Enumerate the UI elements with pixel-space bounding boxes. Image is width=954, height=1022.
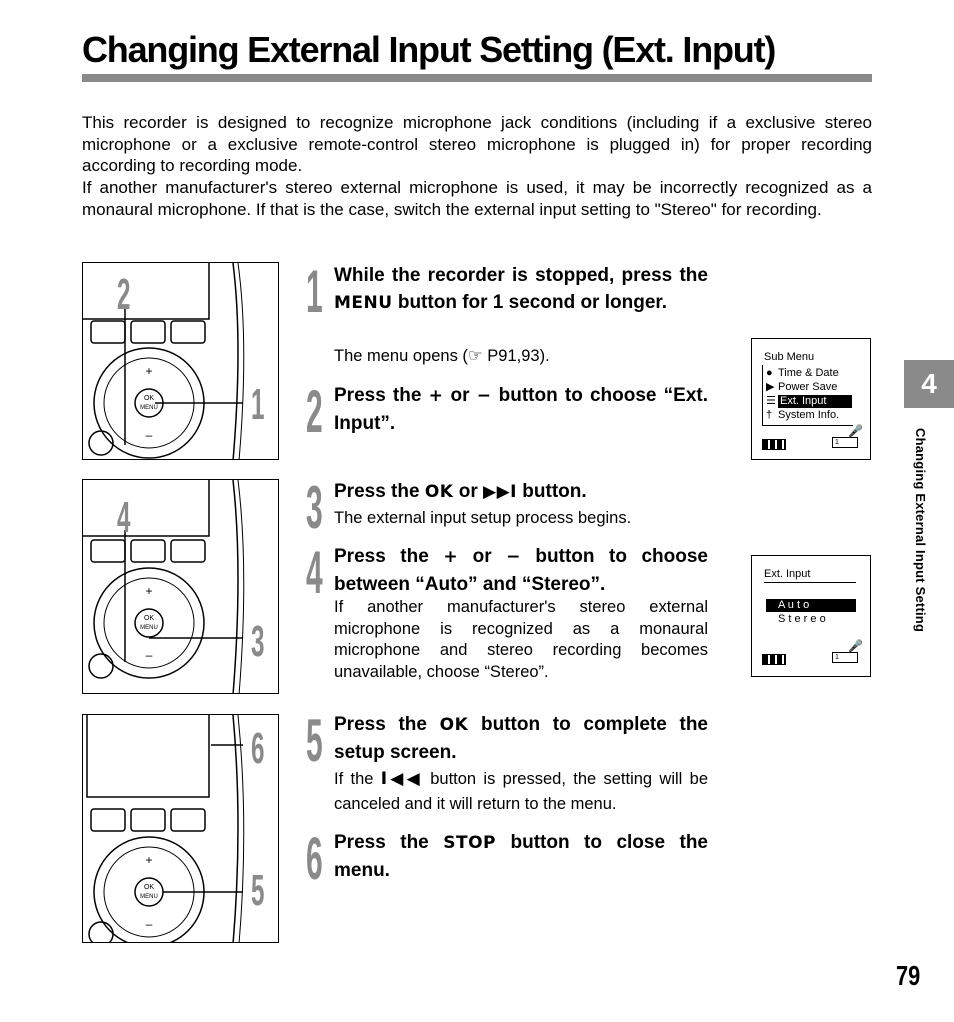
plus-key-label: + bbox=[145, 364, 153, 378]
menu-key: MENU bbox=[334, 293, 393, 313]
ok-key-label: OK bbox=[143, 395, 155, 402]
lcd-option-selected: A u t o bbox=[766, 599, 856, 612]
lcd-option: S t e r e o bbox=[778, 613, 826, 625]
step-number: 5 bbox=[306, 707, 323, 774]
fast-forward-key: ▶▶I bbox=[483, 482, 517, 502]
minus-key-label: – bbox=[145, 428, 153, 442]
battery-icon bbox=[762, 439, 786, 450]
lcd-title: Ext. Input bbox=[764, 568, 811, 580]
callout-2: 2 bbox=[117, 269, 131, 319]
lcd-mic-icon: 🎤 bbox=[848, 639, 863, 653]
plus-key-label: + bbox=[145, 853, 153, 867]
step-body: If another manufacturer's stereo external microphone is recognized as a monaural microphone and stereo recording becomes unavailable, choose “Stereo”. bbox=[334, 598, 708, 681]
lcd-icon-info: † bbox=[766, 409, 773, 421]
ok-key: OK bbox=[424, 482, 454, 502]
lcd-icon-clock: ● bbox=[766, 367, 773, 379]
lcd-ext-input bbox=[751, 555, 871, 677]
step-body: The menu opens (☞ P91,93). bbox=[334, 347, 550, 365]
step-heading: Press the + or − button to choose “Ext. Input”. bbox=[334, 385, 708, 434]
lcd-page-box: 1 bbox=[832, 652, 858, 663]
menu-key-label: MENU bbox=[140, 625, 158, 631]
ok-key: OK bbox=[439, 715, 469, 735]
intro-paragraph-1: This recorder is designed to recognize microphone jack conditions (including if a exclusive stereo microphone or a exclusive remote-control stereo microphone is plugged in) for proper recording according to recording mode. bbox=[82, 113, 872, 176]
lcd-sub-menu bbox=[751, 338, 871, 460]
ok-key-label: OK bbox=[143, 884, 155, 891]
step-number: 4 bbox=[306, 539, 323, 606]
rewind-key: I◀◀ bbox=[380, 769, 423, 789]
lcd-menu-item: Power Save bbox=[778, 381, 838, 393]
page-number: 79 bbox=[896, 960, 921, 991]
callout-4: 4 bbox=[117, 492, 131, 542]
lcd-icon-input: ☰ bbox=[766, 395, 776, 407]
lcd-menu-item: Time & Date bbox=[778, 367, 839, 379]
step-number: 3 bbox=[306, 474, 323, 541]
recorder-illustration bbox=[83, 480, 279, 694]
step-heading: Press the STOP button to close the menu. bbox=[334, 832, 709, 881]
minus-key: − bbox=[506, 547, 521, 567]
minus-key-label: – bbox=[145, 917, 153, 931]
recorder-illustration bbox=[83, 715, 279, 943]
callout-6: 6 bbox=[251, 723, 265, 773]
page-title: Changing External Input Setting (Ext. Input) bbox=[82, 29, 776, 70]
title-rule bbox=[82, 74, 872, 82]
device-figure-3 bbox=[82, 714, 279, 943]
step-body: The external input setup process begins. bbox=[334, 509, 632, 527]
callout-1: 1 bbox=[251, 379, 265, 429]
menu-key-label: MENU bbox=[140, 894, 158, 900]
device-figure-2 bbox=[82, 479, 279, 694]
device-figure-1 bbox=[82, 262, 279, 460]
ok-key-label: OK bbox=[143, 615, 155, 622]
step-number: 1 bbox=[306, 258, 323, 325]
plus-key: + bbox=[443, 547, 459, 567]
step-heading: While the recorder is stopped, press the MENU button for 1 second or longer. bbox=[334, 265, 708, 313]
side-section-label: Changing External Input Setting bbox=[913, 428, 928, 633]
minus-key-label: – bbox=[145, 648, 153, 662]
lcd-icon-power: ▶ bbox=[766, 381, 775, 393]
chapter-tab: 4 bbox=[904, 360, 954, 408]
callout-5: 5 bbox=[251, 865, 265, 915]
lcd-menu-item: System Info. bbox=[778, 409, 840, 421]
battery-icon bbox=[762, 654, 786, 665]
callout-3: 3 bbox=[251, 616, 265, 666]
lcd-page-box: 1 bbox=[832, 437, 858, 448]
minus-key: − bbox=[476, 386, 492, 406]
intro-text bbox=[82, 112, 872, 221]
step-heading: Press the + or − button to choose between “Auto” and “Stereo”. bbox=[334, 546, 709, 595]
step-body: If the I◀◀ button is pressed, the setting will be canceled and it will return to the menu. bbox=[334, 769, 708, 813]
intro-paragraph-2: If another manufacturer's stereo external microphone is used, it may be incorrectly recognized as a monaural microphone. If that is the case, switch the external input setting to "Stereo" for recording. bbox=[82, 178, 872, 219]
plus-key-label: + bbox=[145, 584, 153, 598]
plus-key: + bbox=[428, 386, 444, 406]
step-number: 6 bbox=[306, 825, 323, 892]
page-ref-icon: ☞ bbox=[467, 347, 483, 365]
step-heading: Press the OK button to complete the setup screen. bbox=[334, 714, 709, 763]
recorder-illustration bbox=[83, 263, 279, 460]
stop-key: STOP bbox=[443, 833, 496, 853]
step-number: 2 bbox=[306, 378, 323, 445]
lcd-title: Sub Menu bbox=[764, 351, 815, 363]
menu-key-label: MENU bbox=[140, 405, 158, 411]
lcd-menu-item-selected: Ext. Input bbox=[778, 395, 852, 408]
step-heading: Press the OK or ▶▶I button. bbox=[334, 481, 587, 502]
lcd-mic-icon: 🎤 bbox=[848, 424, 863, 438]
